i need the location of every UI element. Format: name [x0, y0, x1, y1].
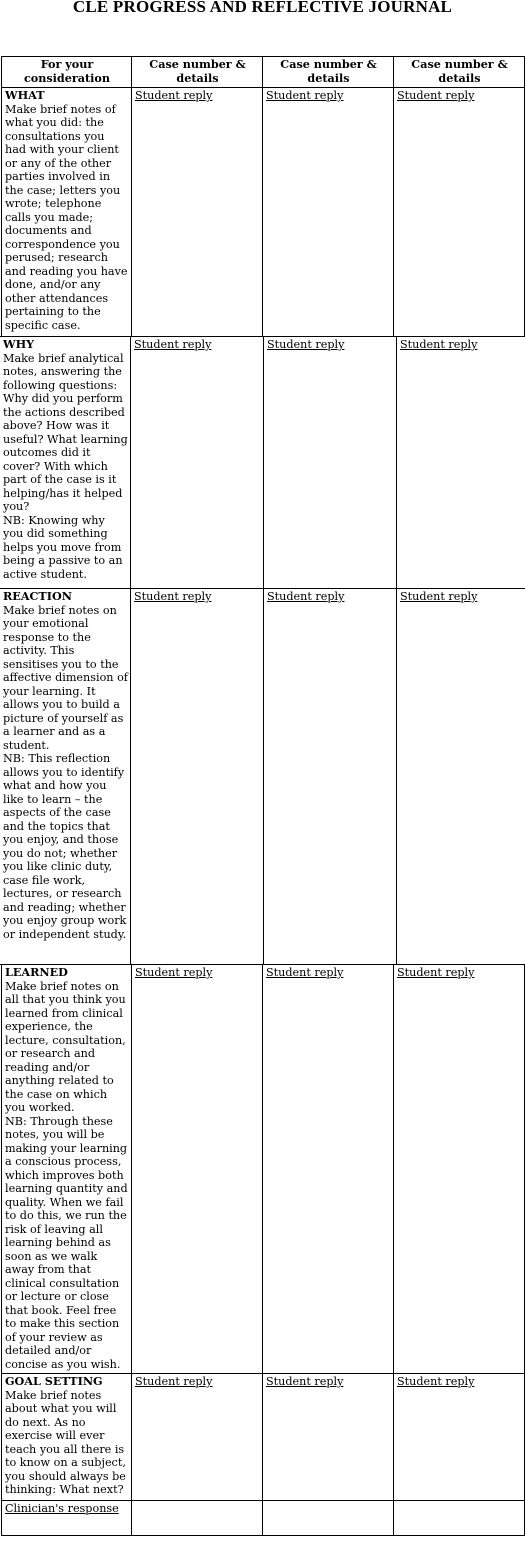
- student-reply-placeholder: Student reply: [267, 590, 345, 603]
- reply-cell[interactable]: [264, 337, 397, 589]
- reply-cell[interactable]: [394, 1374, 525, 1501]
- student-reply-placeholder: Student reply: [135, 89, 213, 102]
- student-reply-placeholder: Student reply: [134, 338, 212, 351]
- header-case-1: Case number & details: [132, 57, 263, 88]
- journal-table-learned: [1, 964, 525, 1536]
- reply-cell[interactable]: [131, 337, 264, 589]
- prompt-cell-reaction: [0, 589, 131, 965]
- journal-table-what: [1, 56, 525, 337]
- reply-cell[interactable]: [263, 88, 394, 337]
- student-reply-placeholder: Student reply: [266, 966, 344, 979]
- reply-cell[interactable]: [394, 88, 525, 337]
- reply-cell[interactable]: [264, 589, 397, 965]
- student-reply-placeholder: Student reply: [397, 89, 475, 102]
- reply-cell[interactable]: [131, 589, 264, 965]
- prompt-cell-learned: [2, 965, 132, 1374]
- reply-cell[interactable]: [263, 965, 394, 1374]
- row-text-goal-setting: Make brief notes about what you will do next. As no exercise will ever teach you all there is to know on a subject, you should always be thinking: What next?: [5, 1388, 126, 1496]
- prompt-cell-what: [2, 88, 132, 337]
- journal-table-why: [0, 336, 525, 589]
- student-reply-placeholder: Student reply: [134, 590, 212, 603]
- clinician-reply-cell[interactable]: [263, 1501, 394, 1536]
- reply-cell[interactable]: [263, 1374, 394, 1501]
- student-reply-placeholder: Student reply: [267, 338, 345, 351]
- row-text-what: Make brief notes of what you did: the consultations you had with your client or any of the other parties involved in the case; letters you wrote; telephone calls you made; documents and correspondence you perused; research and reading you have done, and/or any other attendances pertaining to the specific case.: [5, 102, 128, 332]
- student-reply-placeholder: Student reply: [266, 89, 344, 102]
- clinician-response-label: Clinician's response: [5, 1502, 119, 1515]
- prompt-cell-why: [0, 337, 131, 589]
- clinician-reply-cell[interactable]: [132, 1501, 263, 1536]
- reply-cell[interactable]: [394, 965, 525, 1374]
- student-reply-placeholder: Student reply: [400, 338, 478, 351]
- row-label-reaction: REACTION: [3, 589, 72, 603]
- row-label-goal-setting: GOAL SETTING: [5, 1374, 103, 1388]
- journal-table-reaction: [0, 588, 525, 965]
- student-reply-placeholder: Student reply: [135, 966, 213, 979]
- clinician-reply-cell[interactable]: [394, 1501, 525, 1536]
- clinician-response-cell: [2, 1501, 132, 1536]
- student-reply-placeholder: Student reply: [266, 1375, 344, 1388]
- row-text-reaction: Make brief notes on your emotional response to the activity. This sensitises you to the affective dimension of your learning. It allows you to build a picture of yourself as a learner and as a student. NB: This reflection allows you to identify what and how you like to learn – the aspects of the case and the topics that you enjoy, and those you do not; whether you like clinic duty, case file work, lectures, or research and reading; whether you enjoy group work or independent study.: [3, 603, 128, 941]
- header-consideration: For your consideration: [2, 57, 132, 88]
- row-text-learned: Make brief notes on all that you think you learned from clinical experience, the lecture, consultation, or research and reading and/or anything related to the case on which you worked. NB: Through these notes, you will be making your learning a conscious process, which improves both learning quantity and quality. When we fail to do this, we run the risk of leaving all learning behind as soon as we walk away from that clinical consultation or lecture or close that book. Feel free to make this section of your review as detailed and/or concise as you wish.: [5, 979, 128, 1371]
- row-label-why: WHY: [3, 337, 35, 351]
- row-label-learned: LEARNED: [5, 965, 68, 979]
- reply-cell[interactable]: [397, 337, 525, 589]
- student-reply-placeholder: Student reply: [397, 966, 475, 979]
- reply-cell[interactable]: [132, 1374, 263, 1501]
- page-title: CLE PROGRESS AND REFLECTIVE JOURNAL: [72, 0, 453, 16]
- student-reply-placeholder: Student reply: [400, 590, 478, 603]
- reply-cell[interactable]: [132, 88, 263, 337]
- header-case-3: Case number & details: [394, 57, 525, 88]
- header-case-2: Case number & details: [263, 57, 394, 88]
- student-reply-placeholder: Student reply: [135, 1375, 213, 1388]
- prompt-cell-goal-setting: [2, 1374, 132, 1501]
- reply-cell[interactable]: [132, 965, 263, 1374]
- row-label-what: WHAT: [5, 88, 45, 102]
- student-reply-placeholder: Student reply: [397, 1375, 475, 1388]
- row-text-why: Make brief analytical notes, answering the following questions: Why did you perform the actions described above? How was it useful? What learning outcomes did it cover? With which part of the case is it helping/has it helped you? NB: Knowing why you did something helps you move from being a passive to an active student.: [3, 351, 128, 581]
- reply-cell[interactable]: [397, 589, 525, 965]
